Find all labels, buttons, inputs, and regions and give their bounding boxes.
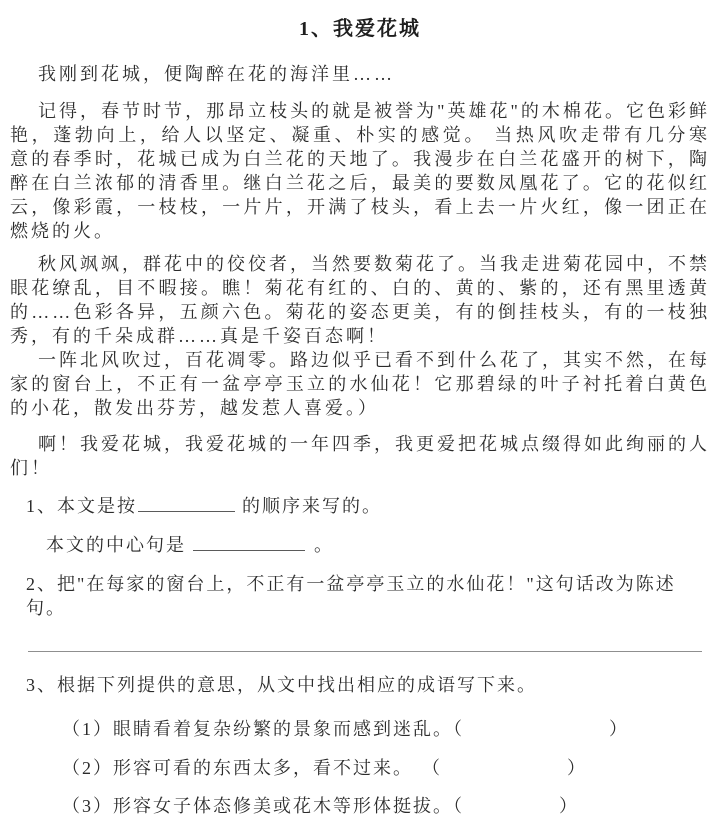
answer-paren-gap xyxy=(464,811,559,812)
question-3-item-3-text: （3）形容女子体态修美或花木等形体挺拔。 xyxy=(62,796,453,816)
passage-paragraph-2: 记得，春节时节，那昂立枝头的就是被誉为"英雄花"的木棉花。它色彩鲜艳，蓬勃向上，给人以坚定、凝重、朴实的感觉。 当热风吹走带有几分寒意的春季时，花城已成为白兰花的天地了。我漫步在白兰花盛开的树下，陶醉在白兰浓郁的清香里。继白兰花之后，最美的要数凤凰花了。它的花似红云，像彩霞，一枝枝，一片片，开满了枝头，看上去一片火红，像一团正在燃烧的火。 xyxy=(10,101,710,241)
question-3-item-1-text: （1）眼睛看着复杂纷繁的景象而感到迷乱。 xyxy=(62,719,453,739)
open-paren: （ xyxy=(453,719,464,739)
question-1-prefix: 1、本文是按 xyxy=(26,496,137,516)
close-paren: ） xyxy=(609,719,629,739)
question-1b-suffix: 。 xyxy=(314,535,334,555)
question-1b-blank-underline xyxy=(193,535,305,551)
question-2: 2、把"在每家的窗台上，不正有一盆亭亭玉立的水仙花！"这句话改为陈述句。 xyxy=(26,574,676,618)
question-3-item-3 xyxy=(62,794,710,818)
question-1b-prefix: 本文的中心句是 xyxy=(46,535,186,555)
close-paren: ） xyxy=(567,758,587,778)
question-1-blank-underline xyxy=(138,496,235,512)
question-3-item-2-text: （2）形容可看的东西太多，看不过来。 xyxy=(62,758,413,778)
passage-paragraph-1: 我刚到花城，便陶醉在花的海洋里…… xyxy=(38,64,395,84)
question-3-item-1 xyxy=(62,717,710,741)
close-paren: ） xyxy=(559,796,579,816)
answer-paren-gap xyxy=(442,773,567,774)
question-1-suffix: 的顺序来写的。 xyxy=(242,496,382,516)
passage-paragraph-3: 秋风飒飒，群花中的佼佼者，当然要数菊花了。当我走进菊花园中，不禁眼花缭乱，目不暇接。瞧！菊花有红的、白的、黄的、紫的，还有黑里透黄的……色彩各异，五颜六色。菊花的姿态更美，有的倒挂枝头，有的一枝独秀，有的千朵成群……真是千姿百态啊！ xyxy=(10,254,710,346)
page-title: 1、我爱花城 xyxy=(299,18,421,40)
answer-blank-line xyxy=(28,651,702,652)
question-3-item-2 xyxy=(62,756,710,780)
worksheet-page xyxy=(0,16,722,816)
question-3-heading: 3、根据下列提供的意思，从文中找出相应的成语写下来。 xyxy=(26,675,537,695)
answer-paren-gap xyxy=(464,734,609,735)
question-1 xyxy=(26,494,710,518)
passage-paragraph-5: 啊！我爱花城，我爱花城的一年四季，我更爱把花城点缀得如此绚丽的人们！ xyxy=(10,434,710,478)
question-1-center-sentence xyxy=(46,533,710,557)
open-paren: （ xyxy=(431,758,442,778)
open-paren: （ xyxy=(453,796,464,816)
passage-paragraph-4: 一阵北风吹过，百花凋零。路边似乎已看不到什么花了，其实不然，在每家的窗台上，不正有一盆亭亭玉立的水仙花！它那碧绿的叶子衬托着白黄色的小花，散发出芬芳，越发惹人喜爱。） xyxy=(10,350,710,418)
